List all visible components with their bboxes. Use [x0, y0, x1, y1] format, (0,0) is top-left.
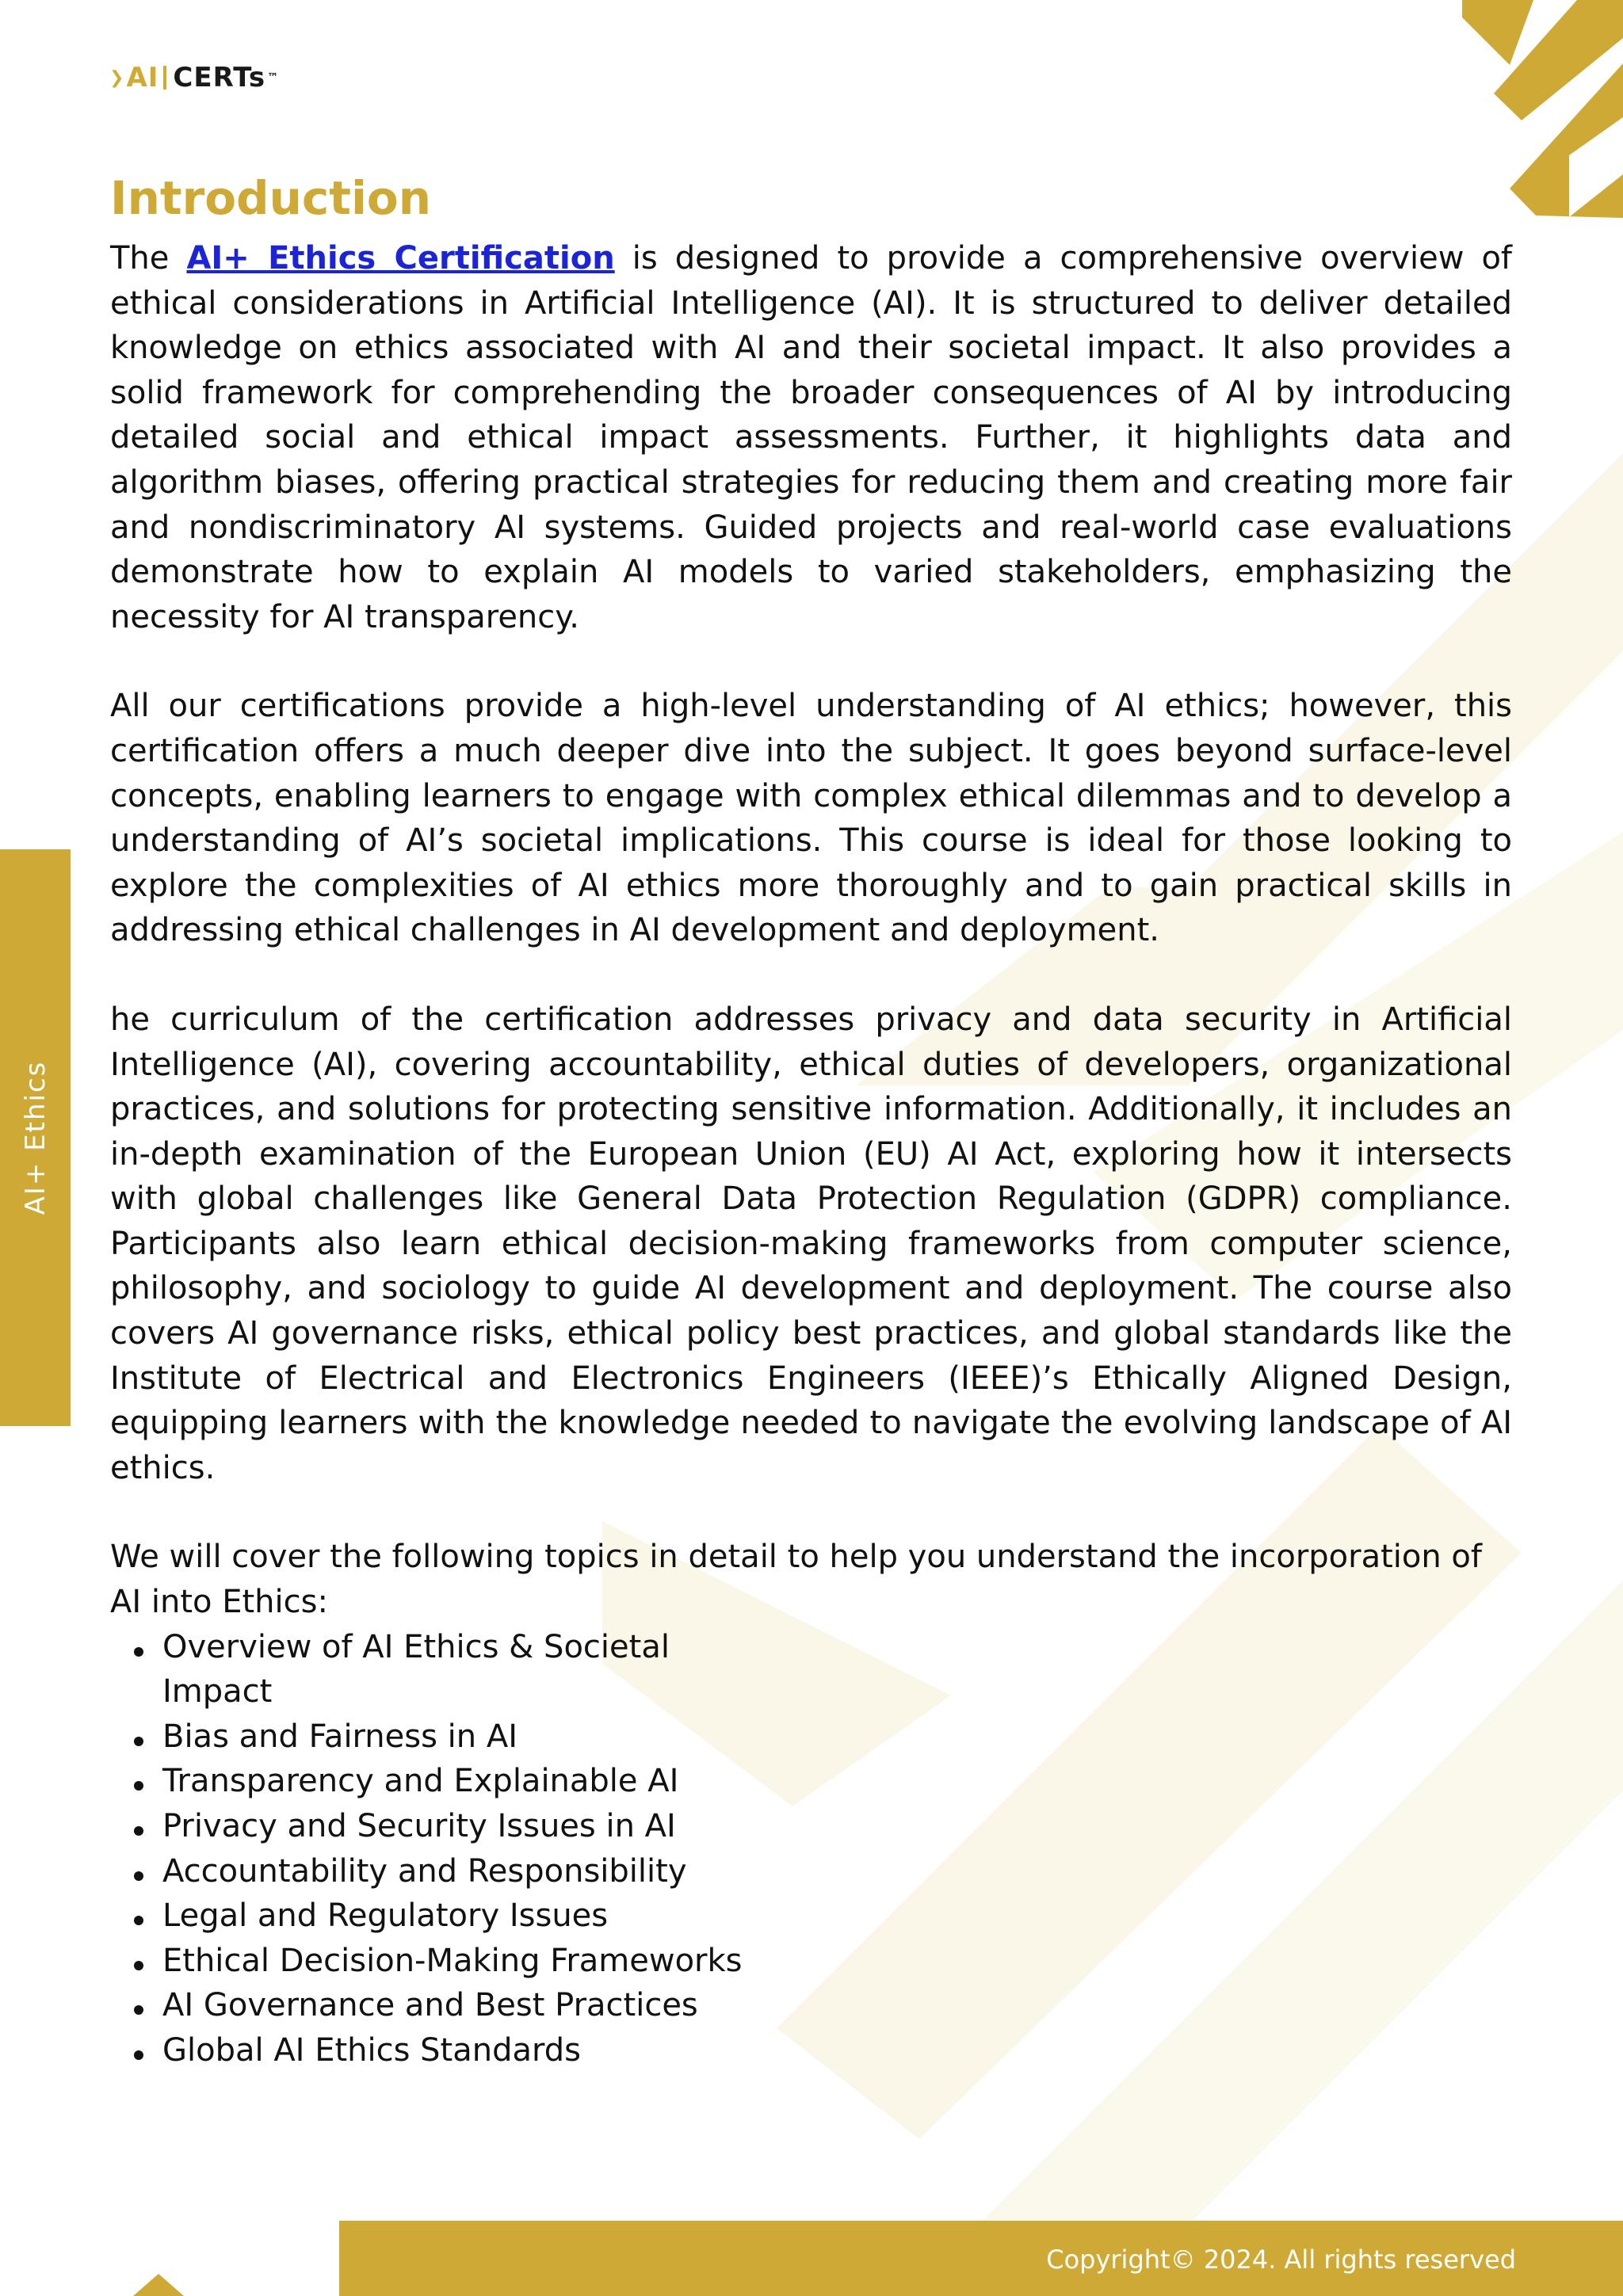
logo-ai-text: AI: [126, 62, 159, 93]
list-item: Overview of AI Ethics & Societal Impact: [131, 1625, 733, 1714]
corner-stripe: [1462, 0, 1533, 65]
list-item: AI Governance and Best Practices: [131, 1983, 1512, 2028]
side-tab: [0, 849, 71, 1426]
certification-link[interactable]: AI+ Ethics Certification: [186, 240, 615, 277]
paragraph-intro: [110, 236, 1512, 639]
logo-certs-text: CERTs: [173, 62, 266, 93]
list-item: Legal and Regulatory Issues: [131, 1894, 1512, 1939]
logo-separator: [163, 66, 166, 90]
list-item: Accountability and Responsibility: [131, 1849, 1512, 1894]
topics-intro: We will cover the following topics in detail to help you understand the incorporation of AI into Ethics:: [110, 1539, 1482, 1621]
list-item: Transparency and Explainable AI: [131, 1759, 733, 1804]
page-title: Introduction: [110, 171, 431, 225]
topics-list: [110, 1625, 1512, 2073]
main-content: [110, 166, 1512, 2073]
logo-trademark: ™: [267, 71, 280, 84]
paragraph-curriculum: he curriculum of the certification addresses privacy and data security in Artificial Intelligence (AI), covering accountability, ethical duties of developers, organizational practices, and solutions for protecting sensitive information. Additionally, it includes an in-depth examination of the European Union (EU) AI Act, exploring how it intersects with global challenges like General Data Protection Regulation (GDPR) compliance. Participants also learn ethical decision-making frameworks from computer science, philosophy, and sociology to guide AI development and deployment. The course also covers AI governance risks, ethical policy best practices, and global standards like the Institute of Electrical and Electronics Engineers (IEEE)’s Ethically Aligned Design, equipping learners with the knowledge needed to navigate the evolving landscape of AI ethics.: [110, 1001, 1512, 1486]
paragraph-intro-prefix: The: [110, 240, 187, 277]
corner-triangle: [133, 2274, 184, 2296]
ai-certs-logo: [109, 62, 279, 93]
list-item: Ethical Decision-Making Frameworks: [131, 1939, 1512, 1984]
list-item: Global AI Ethics Standards: [131, 2028, 1512, 2073]
copyright-text: Copyright© 2024. All rights reserved: [1046, 2245, 1516, 2275]
footer-bar: [339, 2221, 1623, 2296]
list-item: Bias and Fairness in AI: [131, 1714, 1512, 1760]
list-item: Privacy and Security Issues in AI: [131, 1804, 733, 1849]
paragraph-intro-rest: is designed to provide a comprehensive overview of ethical considerations in Artificial Intelligence (AI). It is structured to deliver detailed knowledge on ethics associated with AI and their societal impact. It also provides a solid framework for comprehending the broader consequences of AI by introducing detailed social and ethical impact assessments. Further, it highlights data and algorithm biases, offering practical strategies for reducing them and creating more fair and nondiscriminatory AI systems. Guided projects and real-world case evaluations demonstrate how to explain AI models to varied stakeholders, emphasizing the necessity for AI transparency.: [110, 240, 1513, 635]
paragraph-depth: All our certifications provide a high-level understanding of AI ethics; however, this certification offers a much deeper dive into the subject. It goes beyond surface-level concepts, enabling learners to engage with complex ethical dilemmas and to develop a understanding of AI’s societal implications. This course is ideal for those looking to explore the complexities of AI ethics more thoroughly and to gain practical skills in addressing ethical challenges in AI development and deployment.: [110, 688, 1512, 949]
logo-chevron-icon: ❯: [109, 67, 125, 88]
topics-section: [110, 1535, 1512, 2073]
side-tab-label: AI+ Ethics: [19, 1060, 52, 1215]
